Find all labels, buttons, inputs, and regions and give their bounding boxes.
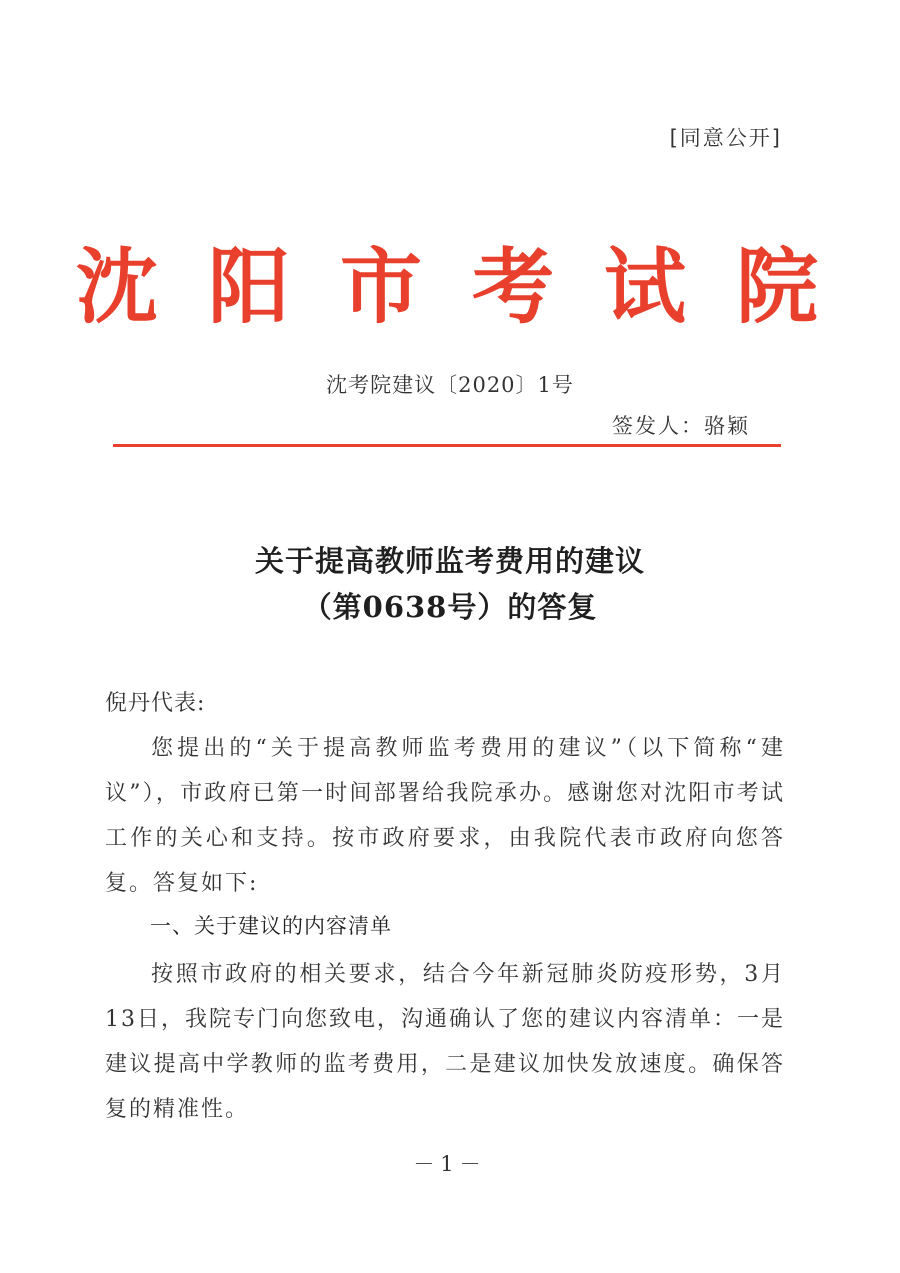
paragraph-1: 您提出的“关于提高教师监考费用的建议”（以下简称“建议”），市政府已第一时间部署给我院承办。感谢您对沈阳市考试工作的关心和支持。按市政府要求，由我院代表市政府向您答复。答复如下:: [105, 736, 785, 896]
salutation: 倪丹代表:: [105, 691, 206, 716]
document-number: 沈考院建议〔2020〕1号: [326, 373, 574, 397]
signer: 签发人：骆颖: [612, 414, 750, 438]
section-heading-1: 一、关于建议的内容清单: [150, 914, 392, 938]
disclosure-tag: [同意公开]: [669, 126, 782, 150]
page-number: －1－: [413, 1152, 487, 1176]
title-line-1: 关于提高教师监考费用的建议: [254, 544, 645, 578]
document-title: [0, 538, 900, 630]
agency-name-masthead: 沈阳市考试院: [75, 239, 868, 335]
paragraph-2: 按照市政府的相关要求，结合今年新冠肺炎防疫形势，3月13日，我院专门向您致电，沟通确认了您的建议内容清单：一是建议提高中学教师的监考费用，二是建议加快发放速度。确保答复的精准性。: [105, 962, 785, 1122]
red-divider-line: [113, 444, 781, 447]
title-line-2: （第0638号）的答复: [302, 590, 598, 624]
